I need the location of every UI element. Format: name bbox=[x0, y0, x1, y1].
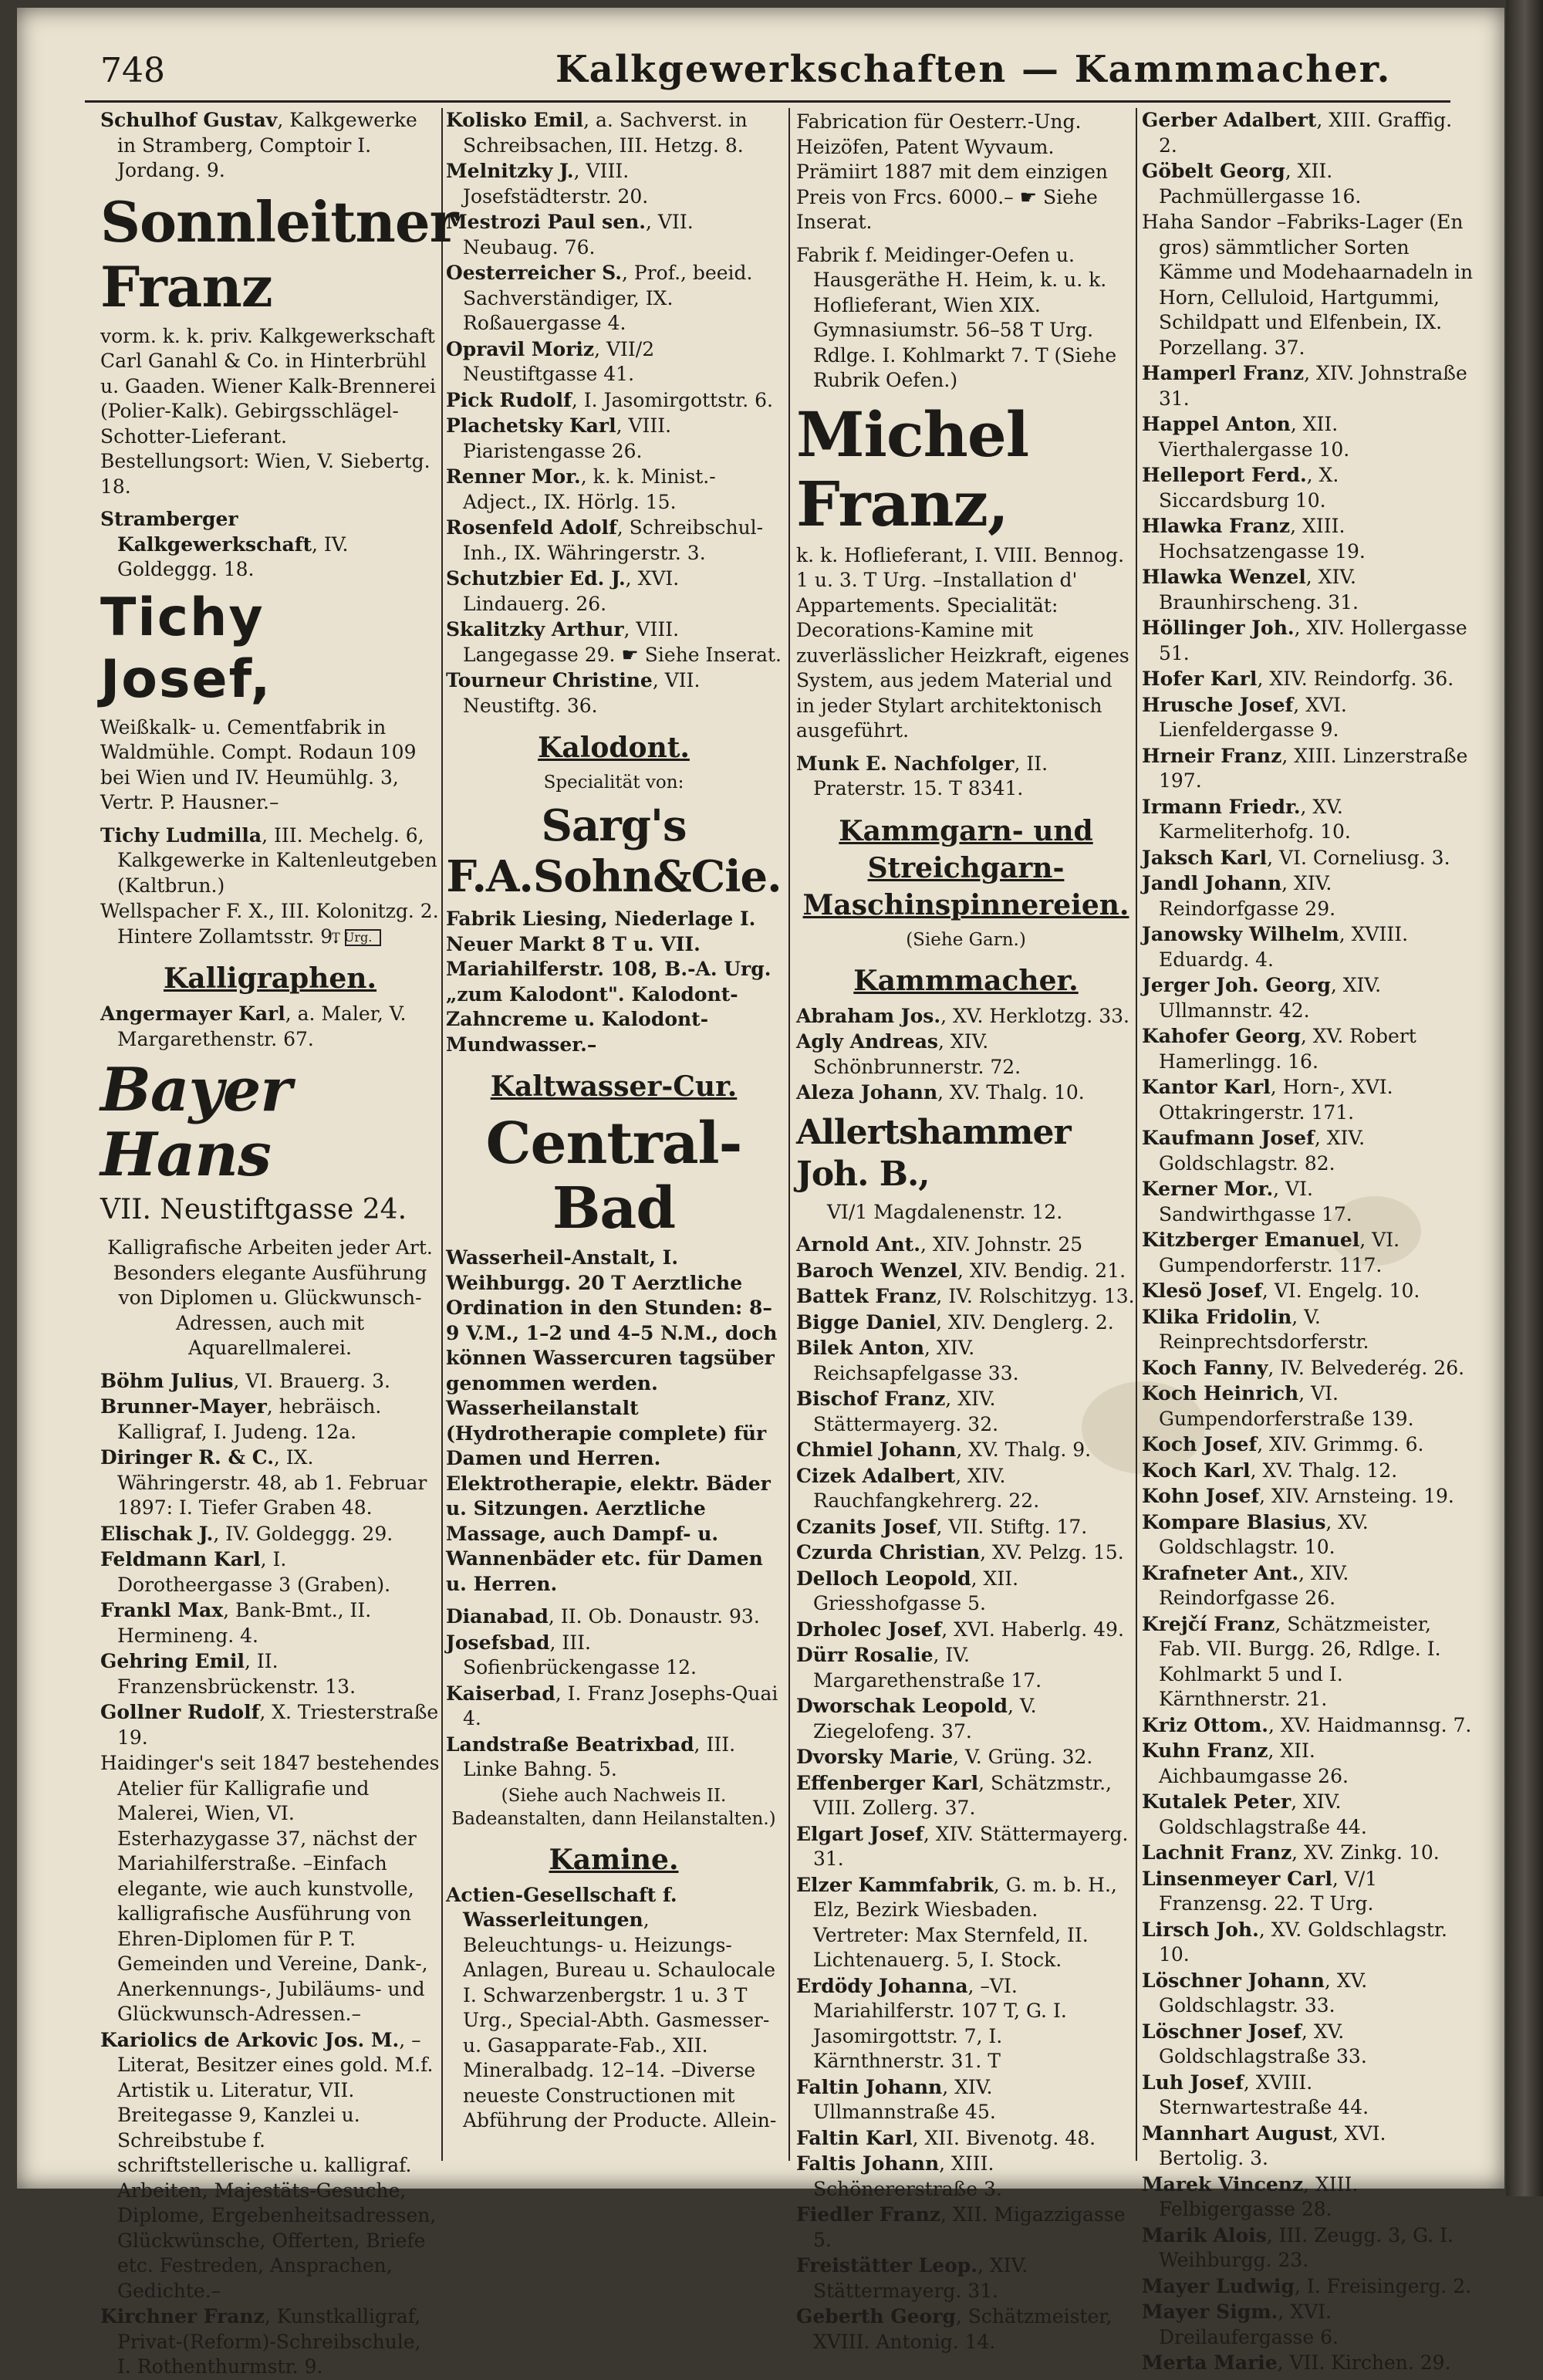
listing-entry: Arnold Ant., XIV. Johnstr. 25 bbox=[796, 1233, 1083, 1256]
page-title: Kalkgewerkschaften — Kammmacher. bbox=[555, 48, 1392, 91]
advert-text-bayer: Kalligrafische Arbeiten jeder Art. Besonders elegante Ausführung von Diplomen u. Glückwunsch-Adressen, auch mit Aquarellmalerei. bbox=[107, 1236, 433, 1359]
advert-name-sonnleitner: Sonnleitner Franz bbox=[100, 188, 458, 319]
listing-entry: Bilek Anton, XIV. Reichsapfelgasse 33. bbox=[796, 1337, 1019, 1384]
listing-entry: Bischof Franz, XIV. Stättermayerg. 32. bbox=[796, 1388, 999, 1435]
section-heading-kammgarn: Kammgarn- und Streichgarn-Maschinspinnereien. bbox=[802, 814, 1129, 921]
listing-entry: Abraham Jos., XV. Herklotzg. 33. bbox=[796, 1004, 1129, 1027]
telephone-badge: T Urg. bbox=[345, 929, 380, 946]
column-divider bbox=[788, 108, 790, 2161]
listing-entry: Irmann Friedr., XV. Karmeliterhofg. 10. bbox=[1142, 795, 1351, 843]
listing-entry: Klika Fridolin, V. Reinprechtsdorferstr. bbox=[1142, 1305, 1369, 1353]
listing-entry: Kaiserbad, I. Franz Josephs-Quai 4. bbox=[446, 1682, 778, 1729]
listing-entry: Skalitzky Arthur, VIII. Langegasse 29. ☛ Siehe Inserat. bbox=[446, 618, 782, 666]
column-4 bbox=[1142, 108, 1474, 2374]
listing-entry: Lachnit Franz, XV. Zinkg. 10. bbox=[1142, 1841, 1440, 1864]
listing-entry: Kolisko Emil, a. Sachverst. in Schreibsachen, III. Hetzg. 8. bbox=[446, 109, 748, 157]
listing-entry: Marek Vincenz, XIII. Felbigergasse 28. bbox=[1142, 2172, 1359, 2220]
listing-entry: Kaufmann Josef, XIV. Goldschlagstr. 82. bbox=[1142, 1127, 1366, 1175]
column-1 bbox=[100, 108, 458, 2378]
listing-entry: Czurda Christian, XV. Pelzg. 15. bbox=[796, 1541, 1124, 1564]
header-rule bbox=[85, 100, 1450, 103]
listing-entry: Koch Josef, XIV. Grimmg. 6. bbox=[1142, 1433, 1424, 1455]
listing-entry: Helleport Ferd., X. Siccardsburg 10. bbox=[1142, 464, 1339, 512]
listing-entry: Schutzbier Ed. J., XVI. Lindauerg. 26. bbox=[446, 567, 680, 615]
listing-entry: Cizek Adalbert, XIV. Rauchfangkehrerg. 22. bbox=[796, 1464, 1040, 1512]
listing-entry: Kahofer Georg, XV. Robert Hamerlingg. 16. bbox=[1142, 1025, 1416, 1073]
listing-entry: Löschner Josef, XV. Goldschlagstraße 33. bbox=[1142, 2020, 1367, 2067]
listing-entry: Gollner Rudolf, X. Triesterstraße 19. bbox=[100, 1701, 439, 1749]
page-number: 748 bbox=[100, 51, 165, 90]
section-heading-kaltwasser: Kaltwasser-Cur. bbox=[490, 1070, 738, 1103]
listing-entry: Angermayer Karl, a. Maler, V. Margarethenstr. 67. bbox=[100, 1002, 407, 1050]
listing-entry: Hrusche Josef, XVI. Lienfeldergasse 9. bbox=[1142, 693, 1347, 741]
listing-entry: Faltin Karl, XII. Bivenotg. 48. bbox=[796, 2126, 1096, 2149]
listing-entry: Löschner Johann, XV. Goldschlagstr. 33. bbox=[1142, 1969, 1368, 2017]
advert-text-tichy: Weißkalk- u. Cementfabrik in Waldmühle. Compt. Rodaun 109 bei Wien und IV. Heumühlg. 3, Vertr. P. Hausner.– bbox=[100, 715, 417, 813]
listing-entry: Hrneir Franz, XIII. Linzerstraße 197. bbox=[1142, 744, 1468, 792]
listing-entry: Josefsbad, III. Sofienbrückengasse 12. bbox=[446, 1631, 697, 1679]
listing-entry bbox=[100, 899, 440, 949]
section-note: (Siehe Garn.) bbox=[906, 929, 1026, 950]
listing-entry: Kriz Ottom., XV. Haidmannsg. 7. bbox=[1142, 1713, 1472, 1736]
listing-entry: Tourneur Christine, VII. Neustiftg. 36. bbox=[446, 669, 701, 717]
listing-entry: Jaksch Karl, VI. Corneliusg. 3. bbox=[1142, 846, 1450, 869]
listing-entry: Tichy Ludmilla, III. Mechelg. 6, Kalkgewerke in Kaltenleutgeben (Kaltbrun.) bbox=[100, 823, 437, 897]
listing-entry: Kutalek Peter, XIV. Goldschlagstraße 44. bbox=[1142, 1790, 1367, 1838]
listing-entry: Brunner-Mayer, hebräisch. Kalligraf, I. Judeng. 12a. bbox=[100, 1395, 382, 1443]
listing-entry: Fiedler Franz, XII. Migazzigasse 5. bbox=[796, 2203, 1126, 2251]
listing-entry: Kerner Mor., VI. Sandwirthgasse 17. bbox=[1142, 1178, 1352, 1225]
advert-text-central-bad: Wasserheil-Anstalt, I. Weihburgg. 20 T Aerztliche Ordination in den Stunden: 8–9 V.M., 1–2 und 4–5 N.M., doch können Wassercuren tagsüber genommen werden. Wasserheilanstalt (Hydrotherapie complete) für Damen und Herren. Elektrotherapie, elektr. Bäder u. Sitzungen. Aerztliche Massage, auch Dampf- u. Wannenbäder etc. für Damen u. Herren. bbox=[446, 1246, 778, 1595]
listing-entry: Mayer Ludwig, I. Freisingerg. 2. bbox=[1142, 2274, 1472, 2297]
listing-entry: Jerger Joh. Georg, XIV. Ullmannstr. 42. bbox=[1142, 974, 1382, 1022]
listing-entry: Mestrozi Paul sen., VII. Neubaug. 76. bbox=[446, 211, 694, 259]
listing-entry: Lirsch Joh., XV. Goldschlagstr. 10. bbox=[1142, 1918, 1447, 1966]
listing-continuation: Fabrication für Oesterr.-Ung. Heizöfen, Patent Wyvaum. Prämiirt 1887 mit dem einzigen Preis von Frcs. 6000.– ☛ Siehe Inserat. bbox=[796, 110, 1108, 233]
column-2 bbox=[446, 108, 782, 2169]
listing-entry: Battek Franz, IV. Rolschitzyg. 13. bbox=[796, 1285, 1135, 1307]
listing-entry: Baroch Wenzel, XIV. Bendig. 21. bbox=[796, 1259, 1126, 1282]
column-3 bbox=[796, 108, 1136, 2353]
listing-entry: Elischak J., IV. Goldeggg. 29. bbox=[100, 1522, 393, 1545]
listing-entry: Diringer R. & C., IX. Währingerstr. 48, ab 1. Februar 1897: I. Tiefer Graben 48. bbox=[100, 1446, 427, 1519]
listing-entry: Krafneter Ant., XIV. Reindorfgasse 26. bbox=[1142, 1561, 1349, 1609]
section-heading-kammmacher: Kammmacher. bbox=[853, 964, 1079, 997]
listing-entry: Dürr Rosalie, IV. Margarethenstraße 17. bbox=[796, 1644, 1042, 1692]
listing-entry: Haidinger's seit 1847 bestehendes Atelier für Kalligrafie und Malerei, Wien, VI. Esterhazygasse 37, nächst der Mariahilferstraße. –Einfach elegante, wie auch kunstvolle, kalligrafische Ausführung von Ehren-Diplomen für P. T. Gemeinden und Vereine, Dank-, Anerkennungs-, Jubiläums- und Glückwunsch-Adressen.– bbox=[100, 1752, 440, 2025]
page-header bbox=[85, 45, 1458, 99]
advert-name-bayer: Bayer Hans bbox=[100, 1055, 292, 1190]
listing-entry: Erdödy Johanna, –VI. Mariahilferstr. 107 T, G. I. Jasomirgottstr. 7, I. Kärnthnerstr. 31. T bbox=[796, 1974, 1067, 2072]
listing-entry: Fabrik f. Meidinger-Oefen u. Hausgeräthe H. Heim, k. u. k. Hoflieferant, Wien XIX. Gymnasiumstr. 56–58 T Urg. Rdlge. I. Kohlmarkt 7. T (Siehe Rubrik Oefen.) bbox=[796, 243, 1117, 391]
listing-entry: Dworschak Leopold, V. Ziegelofeng. 37. bbox=[796, 1695, 1037, 1743]
listing-entry: Krejčí Franz, Schätzmeister, Fab. VII. Burgg. 26, Rdlge. I. Kohlmarkt 5 und I. Kärnthnerstr. 21. bbox=[1142, 1612, 1441, 1710]
listing-entry: Böhm Julius, VI. Brauerg. 3. bbox=[100, 1369, 390, 1392]
listing-entry: Mannhart August, XVI. Bertolig. 3. bbox=[1142, 2121, 1386, 2169]
listing-entry: Plachetsky Karl, VIII. Piaristengasse 26. bbox=[446, 414, 672, 462]
listing-entry: Aleza Johann, XV. Thalg. 10. bbox=[796, 1081, 1085, 1104]
listing-entry: Actien-Gesellschaft f. Wasserleitungen, Beleuchtungs- u. Heizungs-Anlagen, Bureau u. Schaulocale I. Schwarzenbergstr. 1 u. 3 T Urg., Special-Abth. Gasmesser- u. Gasapparate-Fab., XII. Mineralbadg. 12–14. –Diverse neueste Constructionen mit Abführung der Producte. Allein- bbox=[446, 1883, 777, 2132]
section-heading-kalodont: Kalodont. bbox=[538, 732, 690, 764]
listing-entry: Dianabad, II. Ob. Donaustr. 93. bbox=[446, 1605, 760, 1628]
section-heading-kamine: Kamine. bbox=[549, 1843, 679, 1876]
listing-entry: Kitzberger Emanuel, VI. Gumpendorferstr. 117. bbox=[1142, 1229, 1400, 1276]
listing-entry: Kantor Karl, Horn-, XVI. Ottakringerstr. 171. bbox=[1142, 1076, 1393, 1124]
advert-name-allertshammer: Allertshammer Joh. B., bbox=[796, 1112, 1071, 1194]
listing-entry: Koch Heinrich, VI. Gumpendorferstraße 139. bbox=[1142, 1382, 1414, 1430]
listing-entry: Faltin Johann, XIV. Ullmannstraße 45. bbox=[796, 2075, 996, 2123]
listing-entry: Happel Anton, XII. Vierthalergasse 10. bbox=[1142, 413, 1350, 461]
listing-entry: Chmiel Johann, XV. Thalg. 9. bbox=[796, 1438, 1092, 1461]
listing-entry: Agly Andreas, XIV. Schönbrunnerstr. 72. bbox=[796, 1030, 1021, 1078]
listing-entry: Hofer Karl, XIV. Reindorfg. 36. bbox=[1142, 668, 1454, 690]
listing-entry: Opravil Moriz, VII/2 Neustiftgasse 41. bbox=[446, 337, 655, 385]
listing-entry: Linsenmeyer Carl, V/1 Franzensg. 22. T Urg. bbox=[1142, 1867, 1378, 1915]
listing-entry: Göbelt Georg, XII. Pachmüllergasse 16. bbox=[1142, 160, 1362, 208]
advert-name-central-bad: Central-Bad bbox=[485, 1111, 742, 1242]
listing-entry: Gerber Adalbert, XIII. Graffig. 2. bbox=[1142, 109, 1453, 157]
section-heading-kalligraphen: Kalligraphen. bbox=[163, 962, 377, 995]
listing-entry: Jandl Johann, XIV. Reindorfgasse 29. bbox=[1142, 872, 1336, 920]
advert-text-sonnleitner: vorm. k. k. priv. Kalkgewerkschaft Carl Ganahl & Co. in Hinterbrühl u. Gaaden. Wiener Kalk-Brennerei (Polier-Kalk). Gebirgsschlägel-Schotter-Lieferant. Bestellungsort: Wien, V. Siebertg. 18. bbox=[100, 324, 436, 498]
listing-entry: Munk E. Nachfolger, II. Praterstr. 15. T 8341. bbox=[796, 752, 1048, 800]
listing-entry: Klesö Josef, VI. Engelg. 10. bbox=[1142, 1280, 1420, 1302]
column-divider bbox=[1136, 108, 1137, 2161]
listing-text: Wellspacher F. X., III. Kolonitzg. 2. Hintere Zollamtsstr. 9. bbox=[100, 900, 439, 948]
listing-entry: Faltis Johann, XIII. Schönererstraße 3. bbox=[796, 2152, 1002, 2200]
listing-entry: Delloch Leopold, XII. Griesshofgasse 5. bbox=[796, 1567, 1019, 1614]
listing-entry: Stramberger Kalkgewerkschaft, IV. Goldeggg. 18. bbox=[100, 508, 349, 580]
advert-address-bayer: VII. Neustiftgasse 24. bbox=[100, 1194, 407, 1225]
listing-entry: Feldmann Karl, I. Dorotheergasse 3 (Graben). bbox=[100, 1548, 391, 1596]
advert-text-allertshammer: VI/1 Magdalenenstr. 12. bbox=[827, 1200, 1063, 1223]
listing-entry: Marik Alois, III. Zeugg. 3, G. I. Weihburgg. 23. bbox=[1142, 2223, 1454, 2271]
listing-entry: Kuhn Franz, XII. Aichbaumgasse 26. bbox=[1142, 1739, 1349, 1787]
book-spine-edge bbox=[1506, 0, 1543, 2196]
listing-entry: Höllinger Joh., XIV. Hollergasse 51. bbox=[1142, 617, 1467, 664]
listing-entry: Hlawka Franz, XIII. Hochsatzengasse 19. bbox=[1142, 515, 1366, 563]
listing-entry: Schulhof Gustav, Kalkgewerke in Stramberg, Comptoir I. Jordang. 9. bbox=[100, 109, 417, 181]
listing-entry: Kirchner Franz, Kunstkalligraf, Privat-(Reform)-Schreibschule, I. Rothenthurmstr. 9. bbox=[100, 2305, 421, 2378]
listing-entry: Landstraße Beatrixbad, III. Linke Bahng. 5. bbox=[446, 1733, 736, 1780]
listing-entry: Luh Josef, XVIII. Sternwartestraße 44. bbox=[1142, 2071, 1369, 2118]
listing-entry: Pick Rudolf, I. Jasomirgottstr. 6. bbox=[446, 388, 774, 411]
listing-entry: Kariolics de Arkovic Jos. M., –Literat, Besitzer eines gold. M.f. Artistik u. Literatur, VII. Breitegasse 9, Kanzlei u. Schreibstube f. schriftstellerische u. kalligraf. Arbeiten, Majestäts-Gesuche, Diplome, Ergebenheitsadressen, Glückwünsche, Offerten, Briefe etc. Festreden, Ansprachen, Gedichte.– bbox=[100, 2028, 437, 2302]
listing-entry: Kohn Josef, XIV. Arnsteing. 19. bbox=[1142, 1485, 1454, 1507]
listing-entry: Frankl Max, Bank-Bmt., II. Hermineng. 4. bbox=[100, 1599, 372, 1647]
listing-entry: Rosenfeld Adolf, Schreibschul-Inh., IX. Währingerstr. 3. bbox=[446, 516, 764, 564]
listing-entry: Bigge Daniel, XIV. Denglerg. 2. bbox=[796, 1310, 1114, 1334]
advert-text-michel: k. k. Hoflieferant, I. VIII. Bennog. 1 u. 3. T Urg. –Installation d' Appartements. Specialität: Decorations-Kamine mit zuverlässlicher Heizkraft, eigenes System, aus jedem Material und in jeder Stylart architektonisch ausgeführt. bbox=[796, 543, 1129, 742]
listing-entry: Effenberger Karl, Schätzmstr., VIII. Zollerg. 37. bbox=[796, 1771, 1113, 1819]
listing-entry: Janowsky Wilhelm, XVIII. Eduardg. 4. bbox=[1142, 923, 1409, 971]
listing-entry: Drholec Josef, XVI. Haberlg. 49. bbox=[796, 1618, 1124, 1641]
listing-entry: Oesterreicher S., Prof., beeid. Sachverständiger, IX. Roßauergasse 4. bbox=[446, 262, 753, 334]
listing-entry: Elzer Kammfabrik, G. m. b. H., Elz, Bezirk Wiesbaden. Vertreter: Max Sternfeld, II. Lichtenauerg. 5, I. Stock. bbox=[796, 1873, 1117, 1971]
listing-entry: Koch Fanny, IV. Belvederég. 26. bbox=[1142, 1356, 1465, 1379]
listing-entry: Geberth Georg, Schätzmeister, XVIII. Antonig. 14. bbox=[796, 2305, 1113, 2353]
listing-entry: Czanits Josef, VII. Stiftg. 17. bbox=[796, 1515, 1088, 1538]
listing-entry: Merta Marie, VII. Kirchen. 29. bbox=[1142, 2351, 1451, 2374]
listing-entry: Hlawka Wenzel, XIV. Braunhirscheng. 31. bbox=[1142, 566, 1359, 614]
listing-entry: Koch Karl, XV. Thalg. 12. bbox=[1142, 1459, 1398, 1482]
section-note: Specialität von: bbox=[543, 772, 684, 793]
listing-entry: Kompare Blasius, XV. Goldschlagstr. 10. bbox=[1142, 1510, 1369, 1558]
listing-entry: Renner Mor., k. k. Minist.-Adject., IX. Hörlg. 15. bbox=[446, 465, 716, 513]
advert-name-michel: Michel Franz, bbox=[796, 397, 1029, 540]
advert-name-tichy: Tichy Josef, bbox=[100, 587, 272, 710]
listing-entry: Elgart Josef, XIV. Stättermayerg. 31. bbox=[796, 1822, 1129, 1870]
listing-entry: Hamperl Franz, XIV. Johnstraße 31. bbox=[1142, 362, 1467, 410]
listing-entry: Haha Sandor –Fabriks-Lager (En gros) sämmtlicher Sorten Kämme und Modehaarnadeln in Horn, Celluloid, Hartgummi, Schildpatt und Elfenbein, IX. Porzellang. 37. bbox=[1142, 211, 1474, 359]
advert-text-sarg: Fabrik Liesing, Niederlage I. Neuer Markt 8 T u. VII. Mariahilferstr. 108, B.-A. Urg. „zum Kalodont". Kalodont-Zahncreme u. Kalodont-Mundwasser.– bbox=[446, 908, 772, 1056]
listing-entry: Mayer Sigm., XVI. Dreilaufergasse 6. bbox=[1142, 2301, 1339, 2348]
column-divider bbox=[441, 108, 443, 2161]
advert-name-sarg: Sarg's F.A.Sohn&Cie. bbox=[446, 800, 782, 902]
listing-entry: Freistätter Leop., XIV. Stättermayerg. 31. bbox=[796, 2254, 1028, 2302]
listing-entry: Gehring Emil, II. Franzensbrückenstr. 13. bbox=[100, 1650, 356, 1698]
listing-entry: Melnitzky J., VIII. Josefstädterstr. 20. bbox=[446, 160, 649, 208]
listing-entry: Dvorsky Marie, V. Grüng. 32. bbox=[796, 1746, 1093, 1768]
section-note: (Siehe auch Nachweis II. Badeanstalten, dann Heilanstalten.) bbox=[451, 1785, 776, 1829]
